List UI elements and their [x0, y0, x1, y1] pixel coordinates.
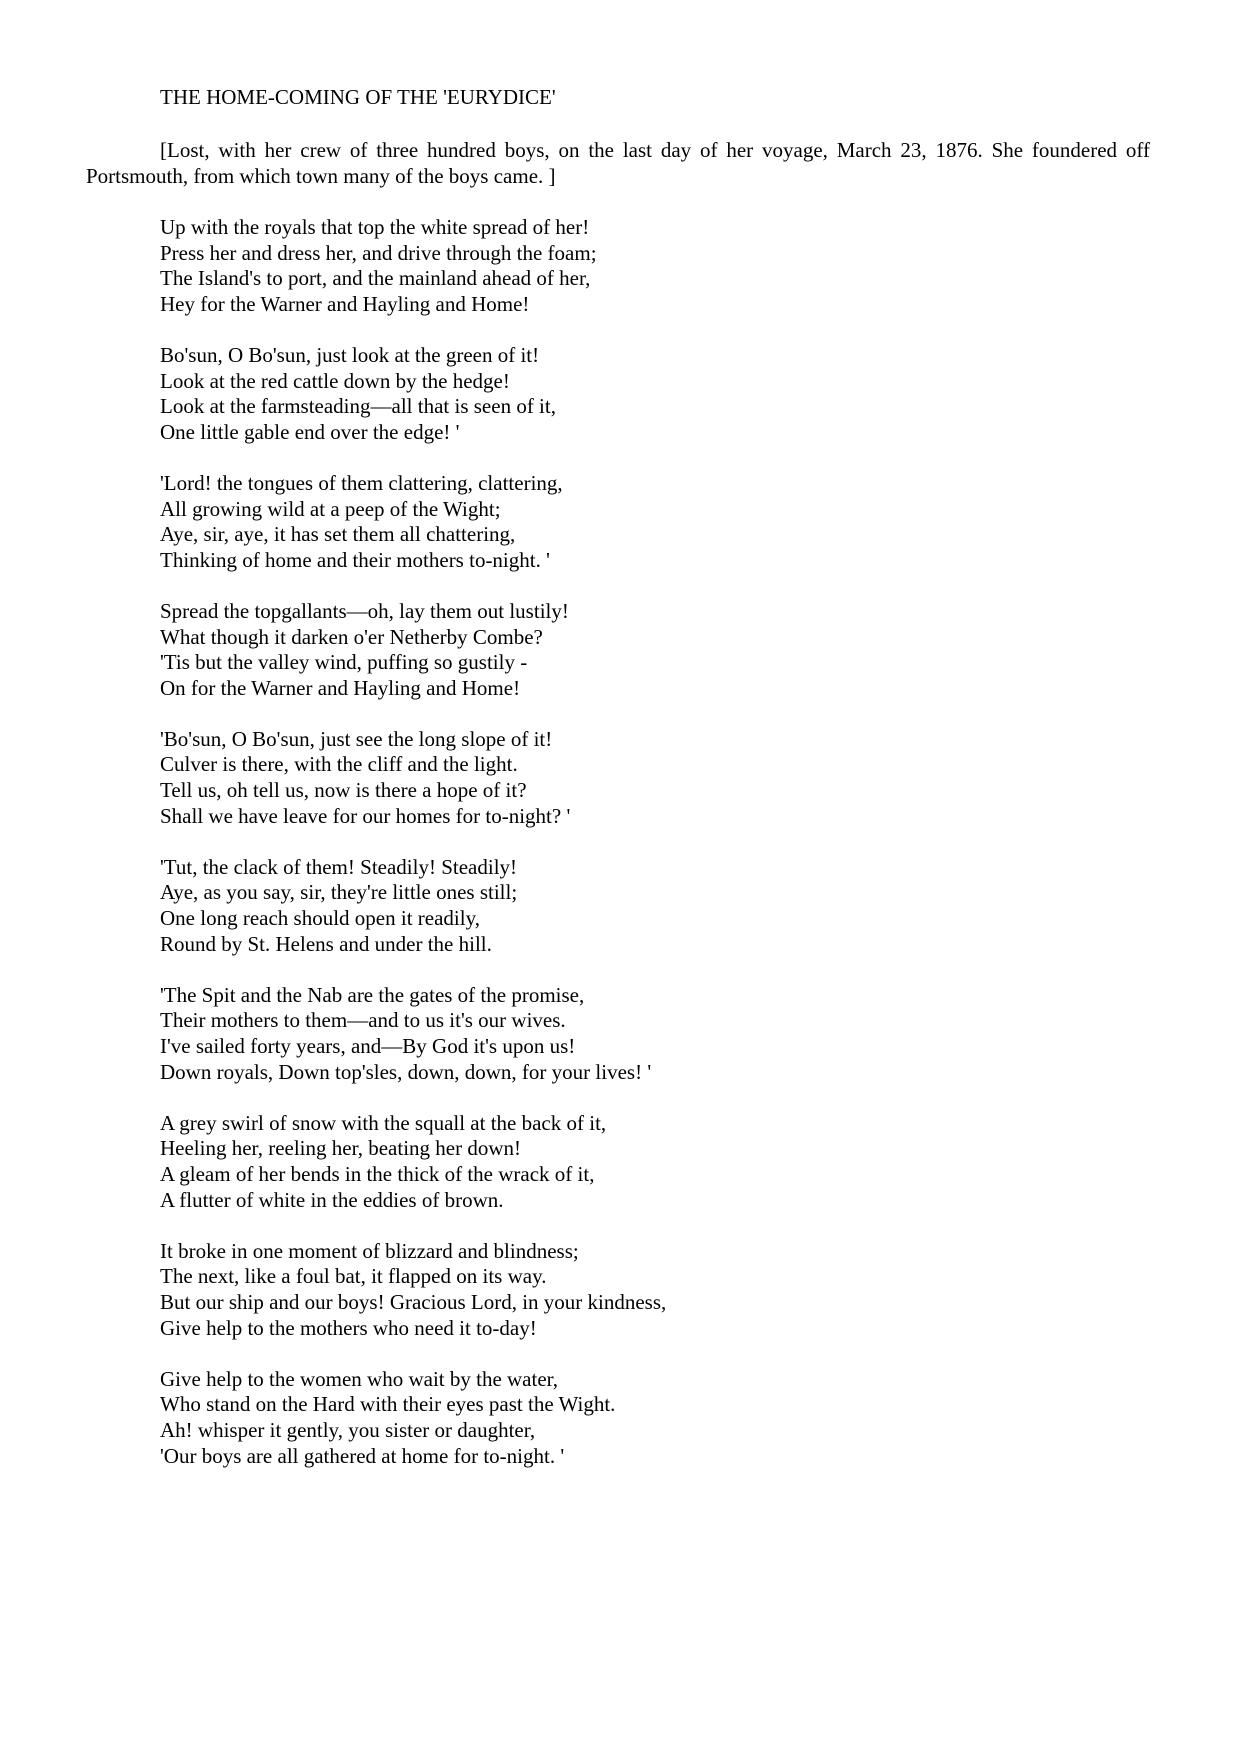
- poem-line: Heeling her, reeling her, beating her down!: [160, 1136, 522, 1161]
- stanza: [160, 599, 1060, 701]
- stanza: [160, 727, 1060, 829]
- poem-line: 'Our boys are all gathered at home for to-night. ': [160, 1443, 565, 1468]
- poem-line: The Island's to port, and the mainland ahead of her,: [160, 266, 591, 291]
- poem-preface: [Lost, with her crew of three hundred boys, on the last day of her voyage, March 23, 1876. She foundered off Portsmouth, from which town many of the boys came. ]: [86, 138, 1150, 188]
- poem-line: Press her and dress her, and drive through the foam;: [160, 240, 597, 265]
- poem-line: Shall we have leave for our homes for to-night? ': [160, 803, 571, 828]
- poem-line: Up with the royals that top the white spread of her!: [160, 215, 590, 239]
- poem-line: Give help to the mothers who need it to-day!: [160, 1315, 537, 1340]
- poem-line: What though it darken o'er Netherby Combe?: [160, 624, 543, 649]
- poem-line: Look at the farmsteading—all that is seen of it,: [160, 394, 556, 419]
- poem-line: Their mothers to them—and to us it's our wives.: [160, 1008, 566, 1033]
- poem-line: Hey for the Warner and Hayling and Home!: [160, 291, 530, 316]
- poem-line: One long reach should open it readily,: [160, 906, 480, 931]
- poem-line: 'Bo'sun, O Bo'sun, just see the long slope of it!: [160, 726, 553, 751]
- poem-body: [160, 215, 1060, 1495]
- poem-line: It broke in one moment of blizzard and blindness;: [160, 1238, 579, 1263]
- poem-line: Who stand on the Hard with their eyes past the Wight.: [160, 1392, 616, 1417]
- poem-line: Round by St. Helens and under the hill.: [160, 931, 492, 956]
- poem-line: Spread the topgallants—oh, lay them out lustily!: [160, 598, 569, 623]
- poem-title: THE HOME-COMING OF THE 'EURYDICE': [160, 85, 556, 109]
- stanza: [160, 215, 1060, 317]
- poem-line: Aye, sir, aye, it has set them all chattering,: [160, 522, 516, 547]
- stanza: [160, 1111, 1060, 1213]
- poem-line: A flutter of white in the eddies of brown.: [160, 1187, 504, 1212]
- poem-line: On for the Warner and Hayling and Home!: [160, 675, 521, 700]
- stanza: [160, 855, 1060, 957]
- poem-line: 'Tut, the clack of them! Steadily! Steadily!: [160, 854, 518, 879]
- poem-line: Culver is there, with the cliff and the light.: [160, 752, 518, 777]
- poem-line: The next, like a foul bat, it flapped on its way.: [160, 1264, 547, 1289]
- poem-line: Aye, as you say, sir, they're little ones still;: [160, 880, 518, 905]
- poem-line: A gleam of her bends in the thick of the wrack of it,: [160, 1161, 595, 1186]
- stanza: [160, 1367, 1060, 1469]
- poem-line: Down royals, Down top'sles, down, down, for your lives! ': [160, 1059, 652, 1084]
- poem-line: 'Lord! the tongues of them clattering, clattering,: [160, 470, 563, 495]
- poem-line: Ah! whisper it gently, you sister or daughter,: [160, 1417, 536, 1442]
- poem-line: Thinking of home and their mothers to-night. ': [160, 547, 550, 572]
- poem-line: 'Tis but the valley wind, puffing so gustily -: [160, 650, 528, 675]
- poem-line: But our ship and our boys! Gracious Lord, in your kindness,: [160, 1289, 667, 1314]
- poem-line: 'The Spit and the Nab are the gates of the promise,: [160, 982, 585, 1007]
- stanza: [160, 471, 1060, 573]
- stanza: [160, 983, 1060, 1085]
- poem-line: Look at the red cattle down by the hedge!: [160, 368, 510, 393]
- stanza: [160, 1239, 1060, 1341]
- poem-line: I've sailed forty years, and—By God it's upon us!: [160, 1034, 576, 1058]
- poem-line: Bo'sun, O Bo'sun, just look at the green of it!: [160, 342, 540, 367]
- stanza: [160, 343, 1060, 445]
- poem-line: Tell us, oh tell us, now is there a hope of it?: [160, 778, 527, 803]
- poem-line: One little gable end over the edge! ': [160, 419, 460, 444]
- poem-line: A grey swirl of snow with the squall at the back of it,: [160, 1110, 607, 1135]
- poem-line: Give help to the women who wait by the water,: [160, 1366, 559, 1391]
- poem-line: All growing wild at a peep of the Wight;: [160, 496, 501, 521]
